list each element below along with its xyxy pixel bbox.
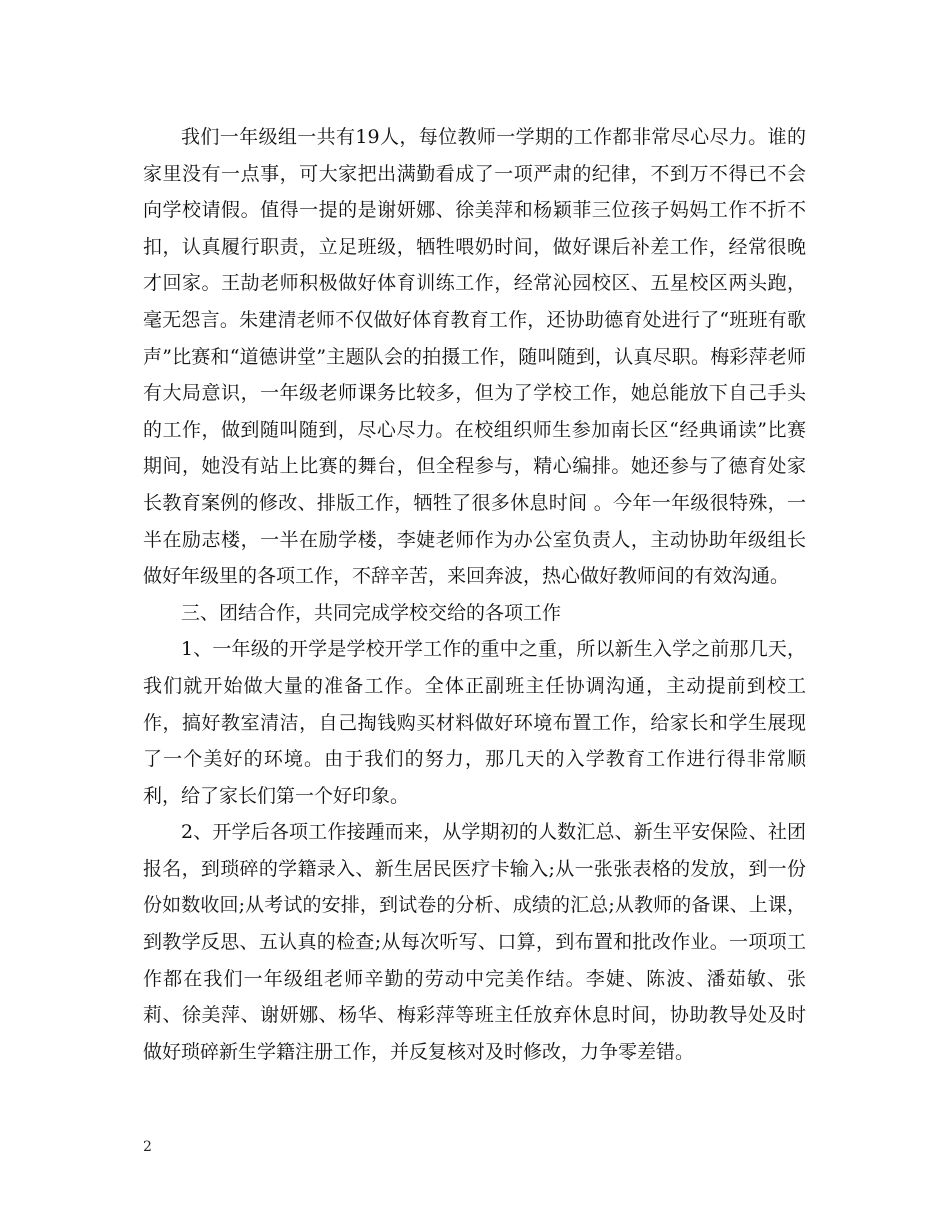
paragraph-semester-tasks: 2、开学后各项工作接踵而来，从学期初的人数汇总、新生平安保险、社团报名，到琐碎的学籍录入、新生居民医疗卡输入;从一张张表格的发放，到一份份如数收回;从考试的安排，到试卷的分析、成绩的汇总;从教师的备课、上课，到教学反思、五认真的检查;从每次听写、口算，到布置和批改作业。一项项工作都在我们一年级组老师辛勤的劳动中完美作结。李婕、陈波、潘茹敏、张莉、徐美萍、谢妍娜、杨华、梅彩萍等班主任放弃休息时间，协助教导处及时做好琐碎新生学籍注册工作，并反复核对及时修改，力争零差错。 bbox=[143, 821, 806, 1063]
paragraph-enrollment-preparation: 1、一年级的开学是学校开学工作的重中之重，所以新生入学之前那几天，我们就开始做大量的准备工作。全体正副班主任协调沟通，主动提前到校工作，搞好教室清洁，自己掏钱购买材料做好环境布置工作，给家长和学生展现了一个美好的环境。由于我们的努力，那几天的入学教育工作进行得非常顺利，给了家长们第一个好印象。 bbox=[143, 638, 806, 807]
document-body bbox=[143, 119, 806, 1070]
page-number: 2 bbox=[143, 1139, 152, 1155]
section-heading-teamwork: 三、团结合作，共同完成学校交给的各项工作 bbox=[181, 601, 562, 624]
paragraph-teacher-dedication: 我们一年级组一共有19人，每位教师一学期的工作都非常尽心尽力。谁的家里没有一点事，可大家把出满勤看成了一项严肃的纪律，不到万不得已不会向学校请假。值得一提的是谢妍娜、徐美萍和杨颖菲三位孩子妈妈工作不折不扣，认真履行职责，立足班级，牺牲喂奶时间，做好课后补差工作，经常很晚才回家。王劼老师积极做好体育训练工作，经常沁园校区、五星校区两头跑，毫无怨言。朱建清老师不仅做好体育教育工作，还协助德育处进行了“班班有歌声”比赛和“道德讲堂”主题队会的拍摄工作，随叫随到，认真尽职。梅彩萍老师有大局意识，一年级老师课务比较多，但为了学校工作，她总能放下自己手头的工作，做到随叫随到，尽心尽力。在校组织师生参加南长区“经典诵读”比赛期间，她没有站上比赛的舞台，但全程参与，精心编排。她还参与了德育处家长教育案例的修改、排版工作，牺牲了很多休息时间 。今年一年级很特殊，一半在励志楼，一半在励学楼，李婕老师作为办公室负责人，主动协助年级组长做好年级里的各项工作，不辞辛苦，来回奔波，热心做好教师间的有效沟通。 bbox=[143, 126, 806, 588]
